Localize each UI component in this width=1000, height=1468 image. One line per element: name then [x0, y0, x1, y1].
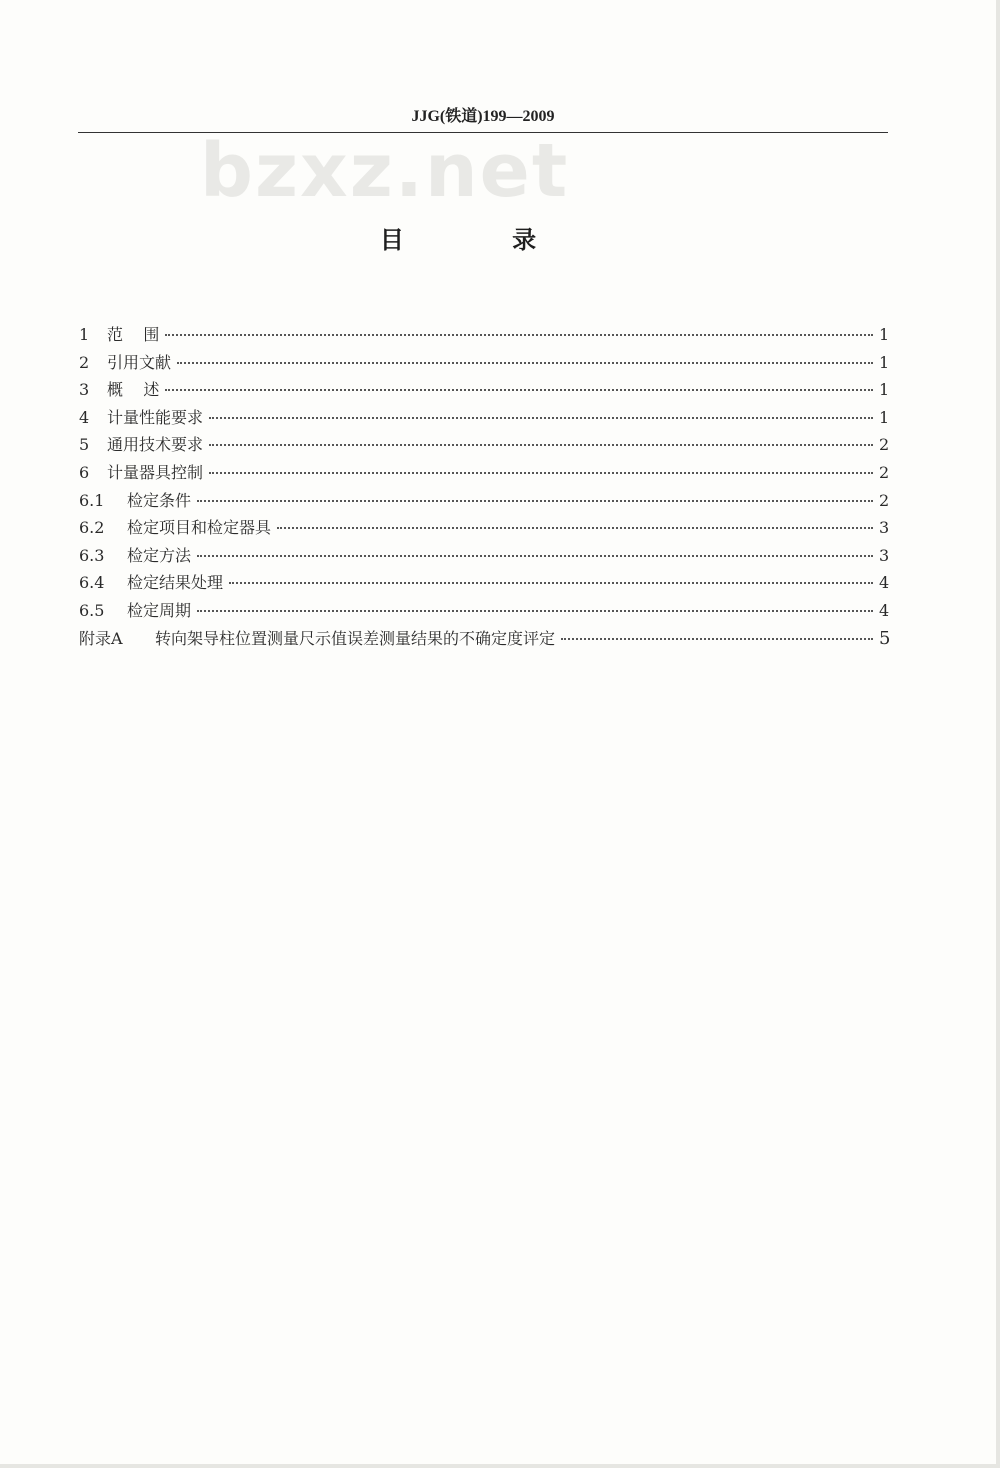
standard-code-header: JJG(铁道)199—2009 [411, 108, 555, 125]
toc-entry-page-number: 1 [879, 325, 890, 344]
toc-entry[interactable] [79, 460, 889, 488]
toc-entry-number: 3 [79, 380, 90, 400]
toc-dot-leader [561, 638, 873, 640]
toc-entry-label: 检定项目和检定器具 [127, 518, 272, 538]
toc-entry[interactable] [79, 515, 889, 543]
toc-entry[interactable] [79, 598, 889, 626]
toc-entry[interactable] [79, 626, 889, 654]
toc-entry-label: 概 述 [107, 380, 160, 400]
toc-entry-label: 转向架导柱位置测量尺示值误差测量结果的不确定度评定 [155, 628, 556, 648]
toc-entry-label: 检定周期 [127, 600, 192, 620]
toc-dot-leader [197, 555, 873, 557]
toc-entry-page-number: 1 [879, 352, 890, 372]
toc-entry-number: 4 [79, 407, 90, 427]
toc-entry-page-number: 1 [879, 407, 890, 427]
toc-entry-page-number: 2 [879, 435, 890, 455]
toc-entry-number: 1 [79, 325, 90, 344]
toc-entry-number: 6.5 [79, 600, 105, 620]
toc-dot-leader [197, 500, 873, 502]
toc-entry-page-number: 4 [879, 600, 890, 620]
toc-entry-number: 附录A [79, 628, 123, 648]
toc-dot-leader [209, 417, 873, 419]
toc-entry[interactable] [79, 377, 889, 405]
toc-entry-page-number: 3 [879, 518, 890, 538]
toc-dot-leader [229, 582, 873, 584]
toc-entry-page-number: 3 [879, 545, 890, 565]
toc-entry[interactable] [79, 322, 889, 350]
toc-dot-leader [277, 527, 873, 529]
toc-entry-page-number: 4 [879, 573, 890, 593]
toc-entry-label: 通用技术要求 [107, 435, 204, 455]
toc-dot-leader [209, 472, 873, 474]
toc-entry[interactable] [79, 570, 889, 598]
toc-entry-label: 检定条件 [127, 490, 192, 510]
toc-dot-leader [165, 334, 873, 336]
toc-entry-page-number: 1 [879, 380, 890, 400]
toc-entry[interactable] [79, 488, 889, 516]
toc-entry-label: 范 围 [107, 325, 160, 344]
toc-entry-label: 引用文献 [107, 352, 172, 372]
toc-entry[interactable] [79, 405, 889, 433]
toc-entry-page-number: 5 [879, 627, 891, 649]
toc-entry-number: 2 [79, 352, 90, 372]
toc-entry-label: 检定方法 [127, 545, 192, 565]
toc-dot-leader [209, 444, 873, 446]
toc-dot-leader [165, 389, 873, 391]
toc-entry-number: 6 [79, 462, 90, 482]
toc-entry-page-number: 2 [879, 462, 890, 482]
toc-entry[interactable] [79, 432, 889, 460]
toc-entry-number: 6.3 [79, 545, 105, 565]
toc-entry-number: 6.4 [79, 573, 105, 593]
toc-entry-label: 检定结果处理 [127, 573, 224, 593]
toc-dot-leader [197, 610, 873, 612]
toc-title: 目 录 [379, 226, 587, 254]
toc-entry-page-number: 2 [879, 490, 890, 510]
toc-entry-label: 计量器具控制 [107, 462, 204, 482]
toc-dot-leader [177, 362, 873, 364]
toc-entry[interactable] [79, 543, 889, 571]
toc-entry-label: 计量性能要求 [107, 407, 204, 427]
toc-entry-number: 6.1 [79, 490, 105, 510]
watermark-logo: bzxz.net [200, 128, 570, 214]
toc-entry-number: 5 [79, 435, 90, 455]
table-of-contents [79, 322, 889, 653]
toc-entry[interactable] [79, 350, 889, 378]
toc-entry-number: 6.2 [79, 518, 105, 538]
